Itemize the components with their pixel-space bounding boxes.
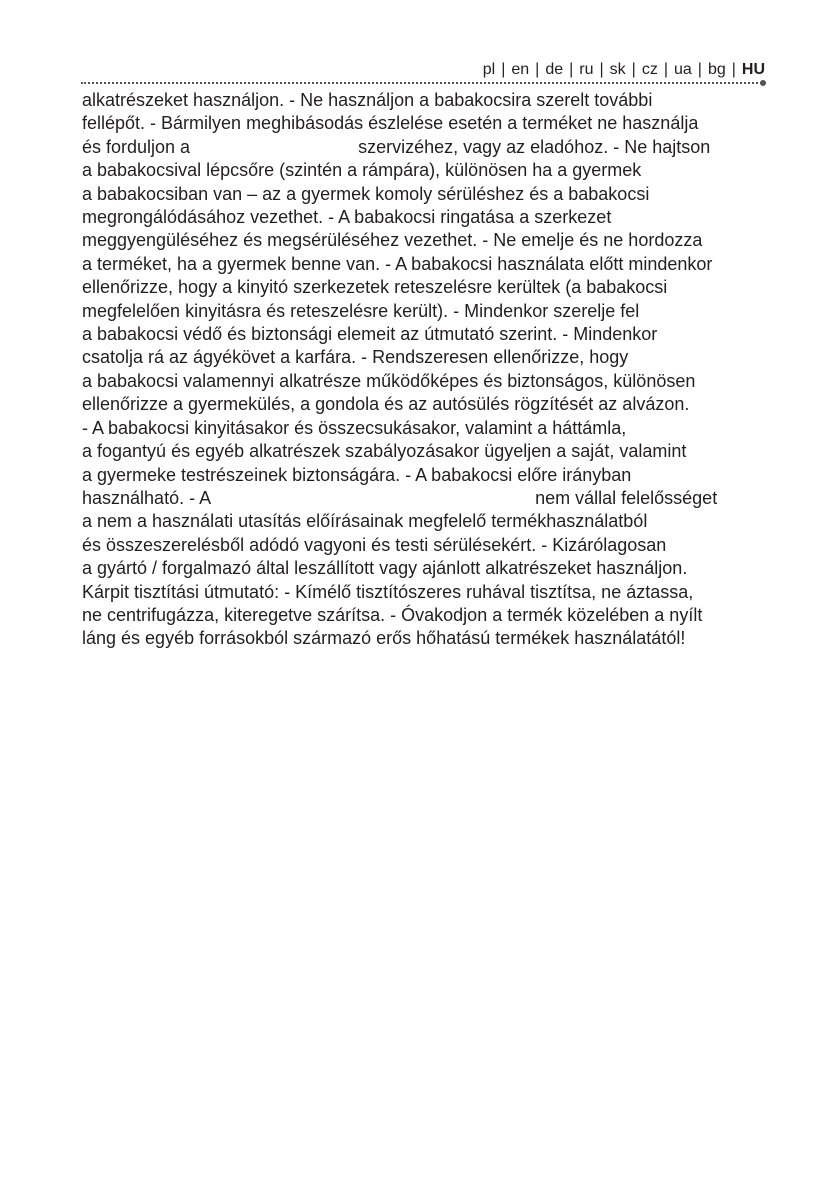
text-line: alkatrészeket használjon. - Ne használjon a babakocsira szerelt további: [82, 90, 653, 110]
text-line: ne centrifugázza, kiteregetve szárítsa. - Óvakodjon a termék közelében a nyílt: [82, 604, 703, 625]
lang-ru[interactable]: ru: [579, 61, 594, 78]
lang-de[interactable]: de: [545, 61, 564, 78]
text-line: megfelelően kinyitásra és reteszelésre került). - Mindenkor szerelje fel: [82, 300, 640, 321]
lang-separator: |: [501, 61, 506, 78]
divider-end-dot: [760, 80, 766, 86]
lang-separator: |: [731, 61, 736, 78]
lang-separator: |: [631, 61, 636, 78]
lang-separator: |: [697, 61, 702, 78]
text-line: a babakocsi védő és biztonsági elemeit az útmutató szerint. - Mindenkor: [82, 324, 658, 345]
text-line: meggyengüléséhez és megsérüléséhez vezethet. - Ne emelje és ne hordozza: [82, 230, 703, 251]
lang-separator: |: [663, 61, 668, 78]
lang-hu-active[interactable]: HU: [741, 61, 765, 78]
text-line: a babakocsi valamennyi alkatrésze működőképes és biztonságos, különösen: [82, 370, 696, 391]
text-line: a fogantyú és egyéb alkatrészek szabályozásakor ügyeljen a saját, valamint: [82, 441, 687, 462]
text-line: a babakocsiban van – az a gyermek komoly sérüléshez és a babakocsi: [82, 183, 650, 204]
lang-cz[interactable]: cz: [641, 61, 658, 78]
text-fragment: és forduljon a: [82, 136, 191, 157]
text-line: megrongálódásához vezethet. - A babakocsi ringatása a szerkezet: [82, 207, 612, 228]
text-fragment: szervizéhez, vagy az eladóhoz. - Ne hajtson: [358, 136, 711, 157]
text-line: a gyártó / forgalmazó által leszállított vagy ajánlott alkatrészeket használjon.: [82, 558, 688, 579]
lang-sk[interactable]: sk: [609, 61, 626, 78]
lang-pl[interactable]: pl: [482, 61, 496, 78]
text-line: a babakocsival lépcsőre (szintén a rámpára), különösen ha a gyermek: [82, 160, 642, 181]
text-line: és összeszerelésből adódó vagyoni és testi sérülésekért. - Kizárólagosan: [82, 534, 667, 555]
text-line: a terméket, ha a gyermek benne van. - A babakocsi használata előtt mindenkor: [82, 253, 713, 274]
instructions-text: [82, 89, 812, 651]
text-line: [82, 136, 812, 159]
text-line: - A babakocsi kinyitásakor és összecsukásakor, valamint a háttámla,: [82, 417, 627, 438]
lang-separator: |: [535, 61, 540, 78]
lang-en[interactable]: en: [511, 61, 530, 78]
text-line: [82, 487, 812, 510]
text-line: a nem a használati utasítás előírásainak megfelelő termékhasználatból: [82, 511, 648, 532]
text-line: csatolja rá az ágyékövet a karfára. - Rendszeresen ellenőrizze, hogy: [82, 347, 629, 368]
text-line: a gyermeke testrészeinek biztonságára. - A babakocsi előre irányban: [82, 464, 632, 485]
text-line: ellenőrizze, hogy a kinyitó szerkezetek reteszelésre kerültek (a babakocsi: [82, 277, 668, 298]
lang-ua[interactable]: ua: [673, 61, 692, 78]
text-line: láng és egyéb forrásokból származó erős hőhatású termékek használatától!: [82, 628, 686, 649]
text-line: fellépőt. - Bármilyen meghibásodás észlelése esetén a terméket ne használja: [82, 113, 699, 134]
dotted-divider: [81, 82, 766, 84]
text-line: ellenőrizze a gyermekülés, a gondola és az autósülés rögzítését az alvázon.: [82, 394, 690, 415]
lang-bg[interactable]: bg: [707, 61, 726, 78]
lang-separator: |: [599, 61, 604, 78]
text-fragment: használható. - A: [82, 487, 212, 508]
text-line: Kárpit tisztítási útmutató: - Kímélő tisztítószeres ruhával tisztítsa, ne áztassa,: [82, 581, 694, 602]
lang-separator: |: [569, 61, 574, 78]
language-switcher: [483, 60, 765, 80]
text-fragment: nem vállal felelősséget: [535, 487, 718, 508]
